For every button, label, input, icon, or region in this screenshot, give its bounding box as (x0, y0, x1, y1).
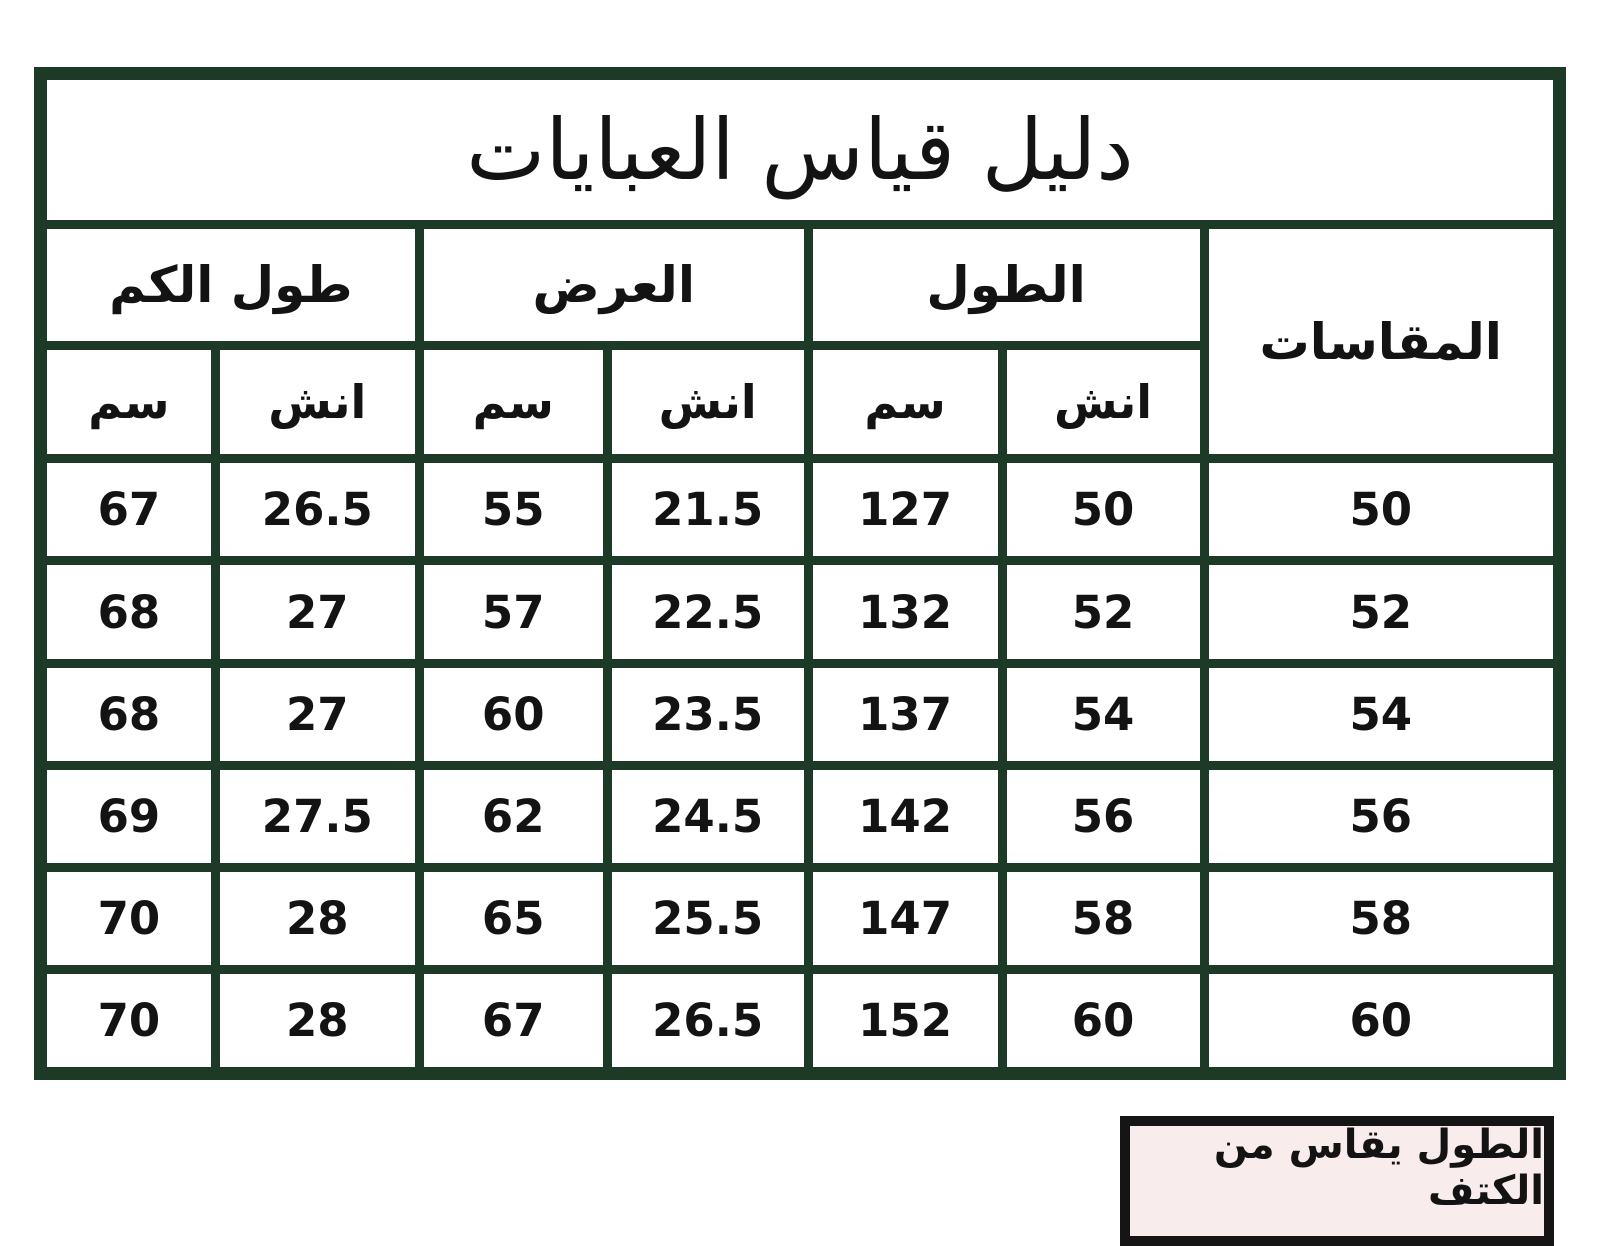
size-row (41, 561, 1560, 663)
cell-width-cm: 62 (419, 765, 607, 867)
cell-sleeve-cm: 70 (41, 867, 216, 969)
cell-length-cm: 127 (808, 459, 1002, 561)
size-row (41, 969, 1560, 1073)
cell-width-cm: 55 (419, 459, 607, 561)
cell-length-cm: 147 (808, 867, 1002, 969)
unit-header-sleeve-cm: سم (41, 346, 216, 459)
size-row (41, 867, 1560, 969)
size-row (41, 765, 1560, 867)
group-header-row (41, 225, 1560, 346)
cell-sleeve-in: 26.5 (215, 459, 419, 561)
cell-sleeve-in: 27.5 (215, 765, 419, 867)
cell-length-cm: 142 (808, 765, 1002, 867)
cell-size: 50 (1204, 459, 1560, 561)
column-group-length: الطول (808, 225, 1204, 346)
cell-width-cm: 57 (419, 561, 607, 663)
cell-width-in: 26.5 (607, 969, 808, 1073)
title-row (41, 74, 1560, 225)
cell-sleeve-cm: 67 (41, 459, 216, 561)
cell-sleeve-in: 27 (215, 561, 419, 663)
cell-size: 56 (1204, 765, 1560, 867)
size-row (41, 459, 1560, 561)
cell-length-cm: 137 (808, 663, 1002, 765)
unit-header-length-cm: سم (808, 346, 1002, 459)
cell-width-in: 22.5 (607, 561, 808, 663)
cell-length-in: 52 (1002, 561, 1204, 663)
cell-size: 52 (1204, 561, 1560, 663)
cell-length-in: 58 (1002, 867, 1204, 969)
cell-width-in: 25.5 (607, 867, 808, 969)
column-header-sizes: المقاسات (1204, 225, 1560, 459)
cell-width-cm: 65 (419, 867, 607, 969)
cell-length-in: 54 (1002, 663, 1204, 765)
cell-size: 54 (1204, 663, 1560, 765)
column-group-width: العرض (419, 225, 808, 346)
cell-length-cm: 132 (808, 561, 1002, 663)
cell-width-cm: 67 (419, 969, 607, 1073)
cell-size: 60 (1204, 969, 1560, 1073)
cell-sleeve-in: 28 (215, 867, 419, 969)
unit-header-sleeve-in: انش (215, 346, 419, 459)
column-group-sleeve: طول الكم (41, 225, 420, 346)
cell-sleeve-in: 27 (215, 663, 419, 765)
cell-sleeve-cm: 68 (41, 561, 216, 663)
cell-width-in: 23.5 (607, 663, 808, 765)
table-title: دليل قياس العبايات (41, 74, 1560, 225)
cell-length-in: 50 (1002, 459, 1204, 561)
cell-width-in: 24.5 (607, 765, 808, 867)
unit-header-width-cm: سم (419, 346, 607, 459)
size-row (41, 663, 1560, 765)
cell-length-cm: 152 (808, 969, 1002, 1073)
unit-header-width-in: انش (607, 346, 808, 459)
cell-width-cm: 60 (419, 663, 607, 765)
cell-size: 58 (1204, 867, 1560, 969)
cell-sleeve-in: 28 (215, 969, 419, 1073)
cell-width-in: 21.5 (607, 459, 808, 561)
size-guide-table (34, 67, 1566, 1080)
cell-sleeve-cm: 68 (41, 663, 216, 765)
cell-length-in: 56 (1002, 765, 1204, 867)
cell-length-in: 60 (1002, 969, 1204, 1073)
note-text: الطول يقاس من الكتف (1213, 1122, 1544, 1214)
cell-sleeve-cm: 70 (41, 969, 216, 1073)
unit-header-length-in: انش (1002, 346, 1204, 459)
cell-sleeve-cm: 69 (41, 765, 216, 867)
note-box (1120, 1116, 1554, 1246)
